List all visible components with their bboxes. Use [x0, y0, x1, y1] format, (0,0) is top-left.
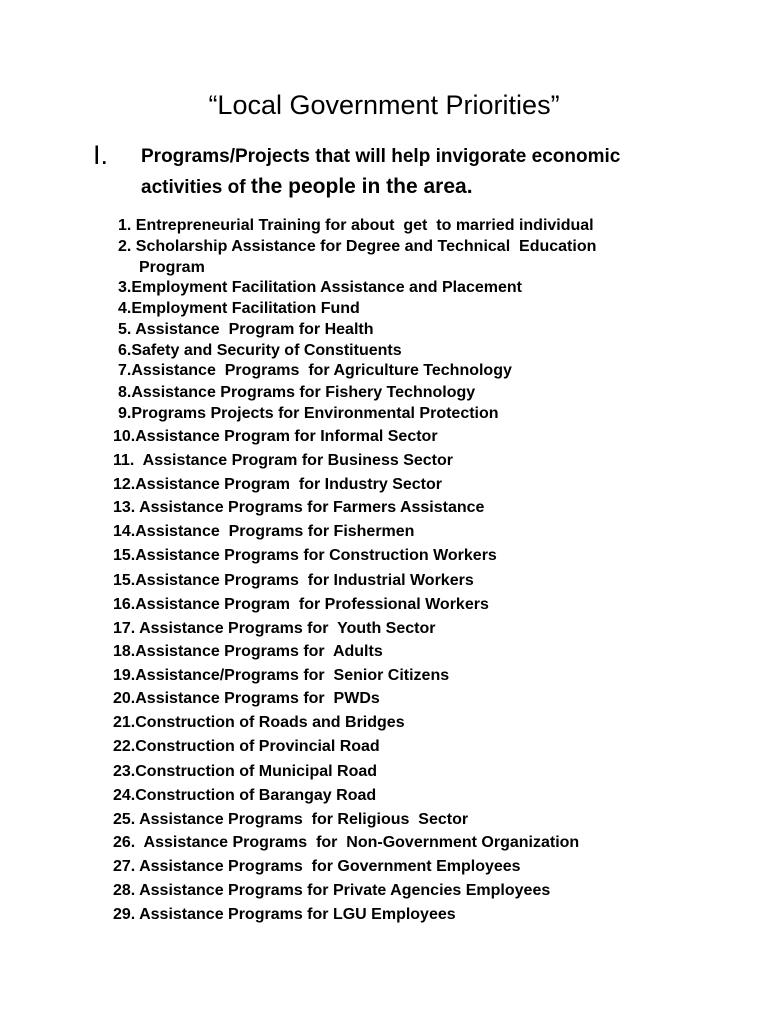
list-item: 4.Employment Facilitation Fund	[118, 300, 360, 317]
list-item: 27. Assistance Programs for Government Employees	[113, 858, 521, 875]
section-heading	[141, 142, 701, 203]
list-item: 3.Employment Facilitation Assistance and Placement	[118, 279, 522, 296]
list-item: 24.Construction of Barangay Road	[113, 787, 377, 804]
section-numeral: I.	[93, 140, 109, 170]
list-item: 15.Assistance Programs for Industrial Workers	[113, 572, 474, 589]
list-item: 16.Assistance Program for Professional Workers	[113, 596, 489, 613]
list-item: 26. Assistance Programs for Non-Government Organization	[113, 834, 580, 851]
section-heading-line2	[141, 172, 701, 203]
list-item: 9.Programs Projects for Environmental Protection	[118, 405, 499, 422]
list-item: 28. Assistance Programs for Private Agencies Employees	[113, 882, 551, 899]
section-heading-line1: Programs/Projects that will help invigorate economic	[141, 146, 621, 167]
list-item-continuation: Program	[139, 259, 205, 276]
section-heading-line2-big: the people in the area.	[250, 175, 473, 198]
list-item: 22.Construction of Provincial Road	[113, 738, 380, 755]
page-title: “Local Government Priorities”	[208, 90, 560, 120]
list-item: 1. Entrepreneurial Training for about get to married individual	[118, 217, 594, 234]
list-item: 29. Assistance Programs for LGU Employees	[113, 906, 456, 923]
list-item: 7.Assistance Programs for Agriculture Technology	[118, 362, 512, 379]
list-item: 17. Assistance Programs for Youth Sector	[113, 620, 436, 637]
list-item: 11. Assistance Program for Business Sector	[113, 452, 453, 469]
list-item: 12.Assistance Program for Industry Sector	[113, 476, 442, 493]
list-item: 14.Assistance Programs for Fishermen	[113, 523, 415, 540]
list-item: 21.Construction of Roads and Bridges	[113, 714, 405, 731]
list-item: 5. Assistance Program for Health	[118, 321, 374, 338]
list-item: 6.Safety and Security of Constituents	[118, 342, 402, 359]
list-item: 20.Assistance Programs for PWDs	[113, 690, 380, 707]
list-item: 10.Assistance Program for Informal Sector	[113, 428, 438, 445]
list-item: 19.Assistance/Programs for Senior Citizens	[113, 667, 450, 684]
list-item: 25. Assistance Programs for Religious Sector	[113, 811, 469, 828]
list-item: 8.Assistance Programs for Fishery Technology	[118, 384, 476, 401]
list-item: 15.Assistance Programs for Construction Workers	[113, 547, 497, 564]
list-item: 2. Scholarship Assistance for Degree and Technical Education	[118, 238, 597, 255]
list-item: 18.Assistance Programs for Adults	[113, 643, 383, 660]
list-item: 23.Construction of Municipal Road	[113, 763, 378, 780]
list-item: 13. Assistance Programs for Farmers Assistance	[113, 499, 485, 516]
section-heading-line2-prefix: activities of	[141, 177, 251, 198]
